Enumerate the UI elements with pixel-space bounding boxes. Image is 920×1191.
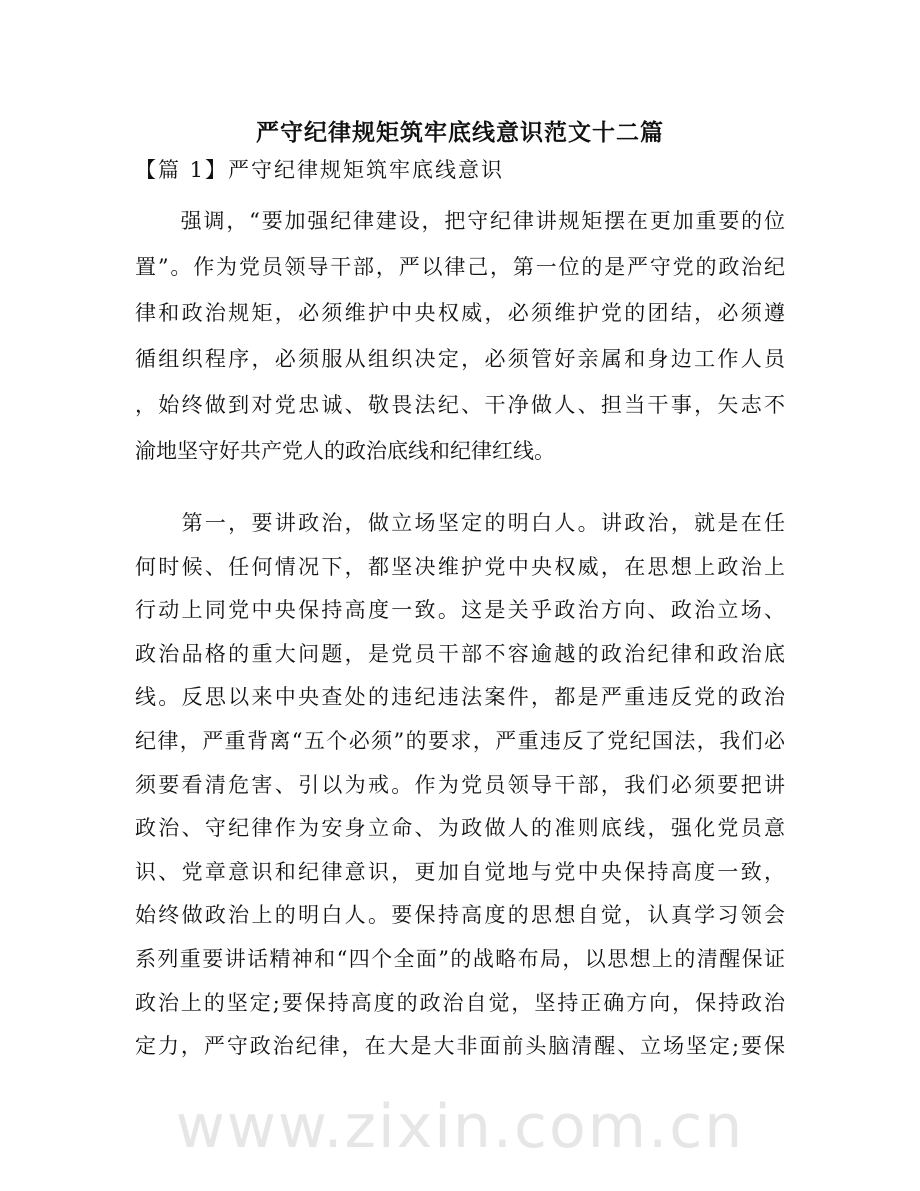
watermark: www.zixin.com.cn: [175, 1092, 745, 1162]
text-line: 律和政治规矩，必须维护中央权威，必须维护党的团结，必须遵: [135, 301, 785, 325]
section-heading: 【篇 1】严守纪律规矩筑牢底线意识: [135, 158, 505, 182]
text-line: 系列重要讲话精神和“四个全面”的战略布局，以思想上的清醒保证: [135, 946, 785, 971]
text-line: 识、党章意识和纪律意识，更加自觉地与党中央保持高度一致，: [135, 859, 785, 884]
text-line: 渝地坚守好共产党人的政治底线和纪律红线。: [135, 439, 555, 463]
text-line: 何时候、任何情况下，都坚决维护党中央权威，在思想上政治上: [135, 554, 785, 579]
paragraph-2: [135, 502, 785, 1069]
text-line: 政治、守纪律作为安身立命、为政做人的准则底线，强化党员意: [135, 816, 785, 841]
text-line: 须要看清危害、引以为戒。作为党员领导干部，我们必须要把讲: [135, 772, 785, 797]
text-line: 置”。作为党员领导干部，严以律己，第一位的是严守党的政治纪: [135, 255, 785, 279]
text-line: 纪律，严重背离“五个必须”的要求，严重违反了党纪国法，我们必: [135, 728, 785, 753]
text-line: 始终做政治上的明白人。要保持高度的思想自觉，认真学习领会: [135, 903, 785, 928]
text-line: 第一，要讲政治，做立场坚定的明白人。讲政治，就是在任: [135, 511, 785, 535]
text-line: ，始终做到对党忠诚、敬畏法纪、干净做人、担当干事，矢志不: [135, 393, 785, 417]
text-line: 政治上的坚定;要保持高度的政治自觉，坚持正确方向，保持政治: [135, 990, 785, 1015]
document-title: 严守纪律规矩筑牢底线意识范文十二篇: [256, 119, 664, 146]
text-line: 行动上同党中央保持高度一致。这是关乎政治方向、政治立场、: [135, 598, 785, 623]
text-line: 循组织程序，必须服从组织决定，必须管好亲属和身边工作人员: [135, 347, 785, 371]
text-line: 强调，“要加强纪律建设，把守纪律讲规矩摆在更加重要的位: [135, 209, 785, 233]
text-line: 线。反思以来中央查处的违纪违法案件，都是严重违反党的政治: [135, 685, 785, 710]
text-line: 政治品格的重大问题，是党员干部不容逾越的政治纪律和政治底: [135, 641, 785, 666]
paragraph-1: [135, 198, 785, 474]
text-line: 定力，严守政治纪律，在大是大非面前头脑清醒、立场坚定;要保: [135, 1034, 785, 1059]
